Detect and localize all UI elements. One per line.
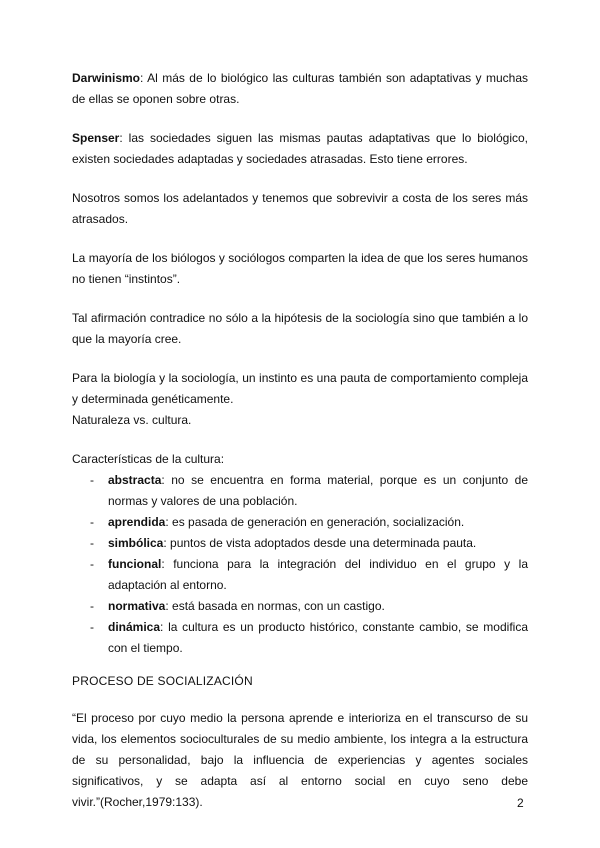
page-number: 2 — [517, 796, 524, 810]
spenser-text: : las sociedades siguen las mismas pautas adaptativas que lo biológico, existen sociedades adaptadas y sociedades atrasadas. Esto tiene errores. — [72, 131, 528, 166]
list-item — [90, 554, 528, 596]
trait-term: aprendida — [108, 515, 166, 529]
term-spenser: Spenser — [72, 131, 120, 145]
trait-term: funcional — [108, 557, 162, 571]
paragraph-naturaleza-cultura: Naturaleza vs. cultura. — [72, 413, 192, 427]
term-darwinismo: Darwinismo — [72, 71, 141, 85]
trait-text: : puntos de vista adoptados desde una determinada pauta. — [163, 536, 477, 550]
paragraph-definicion-instinto: Para la biología y la sociología, un instinto es una pauta de comportamiento compleja y determinada genéticamente. — [72, 371, 528, 406]
trait-term: simbólica — [108, 536, 164, 550]
trait-term: abstracta — [108, 473, 162, 487]
list-intro: Características de la cultura: — [72, 452, 225, 466]
paragraph-afirmacion: Tal afirmación contradice no sólo a la hipótesis de la sociología sino que también a lo que la mayoría cree. — [72, 311, 528, 346]
paragraph-darwinismo — [72, 68, 528, 110]
document-body — [72, 68, 528, 813]
list-item — [90, 596, 528, 617]
trait-text: : funciona para la integración del individuo en el grupo y la adaptación al entorno. — [108, 557, 528, 592]
trait-text: : está basada en normas, con un castigo. — [165, 599, 385, 613]
list-item — [90, 533, 528, 554]
quote-paragraph: “El proceso por cuyo medio la persona aprende e interioriza en el transcurso de su vida, los elementos socioculturales de su medio ambiente, los integra a la estructura de su personalidad, bajo la influencia de experiencias y agentes sociales significativos, y se adapta así al entorno social en cuyo seno debe vivir.”(Rocher,1979:133). — [72, 711, 528, 809]
list-item — [90, 470, 528, 512]
list-item — [90, 512, 528, 533]
trait-text: : la cultura es un producto histórico, constante cambio, se modifica con el tiempo. — [108, 620, 528, 655]
bullet-dash: - — [90, 620, 94, 634]
bullet-dash: - — [90, 599, 94, 613]
trait-text: : es pasada de generación en generación, socialización. — [165, 515, 465, 529]
paragraph-instintos: La mayoría de los biólogos y sociólogos comparten la idea de que los seres humanos no tienen “instintos”. — [72, 251, 528, 286]
list-item — [90, 617, 528, 659]
trait-term: normativa — [108, 599, 166, 613]
bullet-dash: - — [90, 557, 94, 571]
darwinismo-text: : Al más de lo biológico las culturas también son adaptativas y muchas de ellas se oponen sobre otras. — [72, 71, 528, 106]
section-heading: PROCESO DE SOCIALIZACIÓN — [72, 674, 253, 688]
trait-term: dinámica — [108, 620, 161, 634]
bullet-dash: - — [90, 536, 94, 550]
bullet-dash: - — [90, 515, 94, 529]
paragraph-spenser — [72, 128, 528, 170]
bullet-dash: - — [90, 473, 94, 487]
culture-traits-list — [72, 470, 528, 659]
trait-text: : no se encuentra en forma material, porque es un conjunto de normas y valores de una población. — [108, 473, 528, 508]
paragraph-adelantados: Nosotros somos los adelantados y tenemos que sobrevivir a costa de los seres más atrasados. — [72, 191, 528, 226]
